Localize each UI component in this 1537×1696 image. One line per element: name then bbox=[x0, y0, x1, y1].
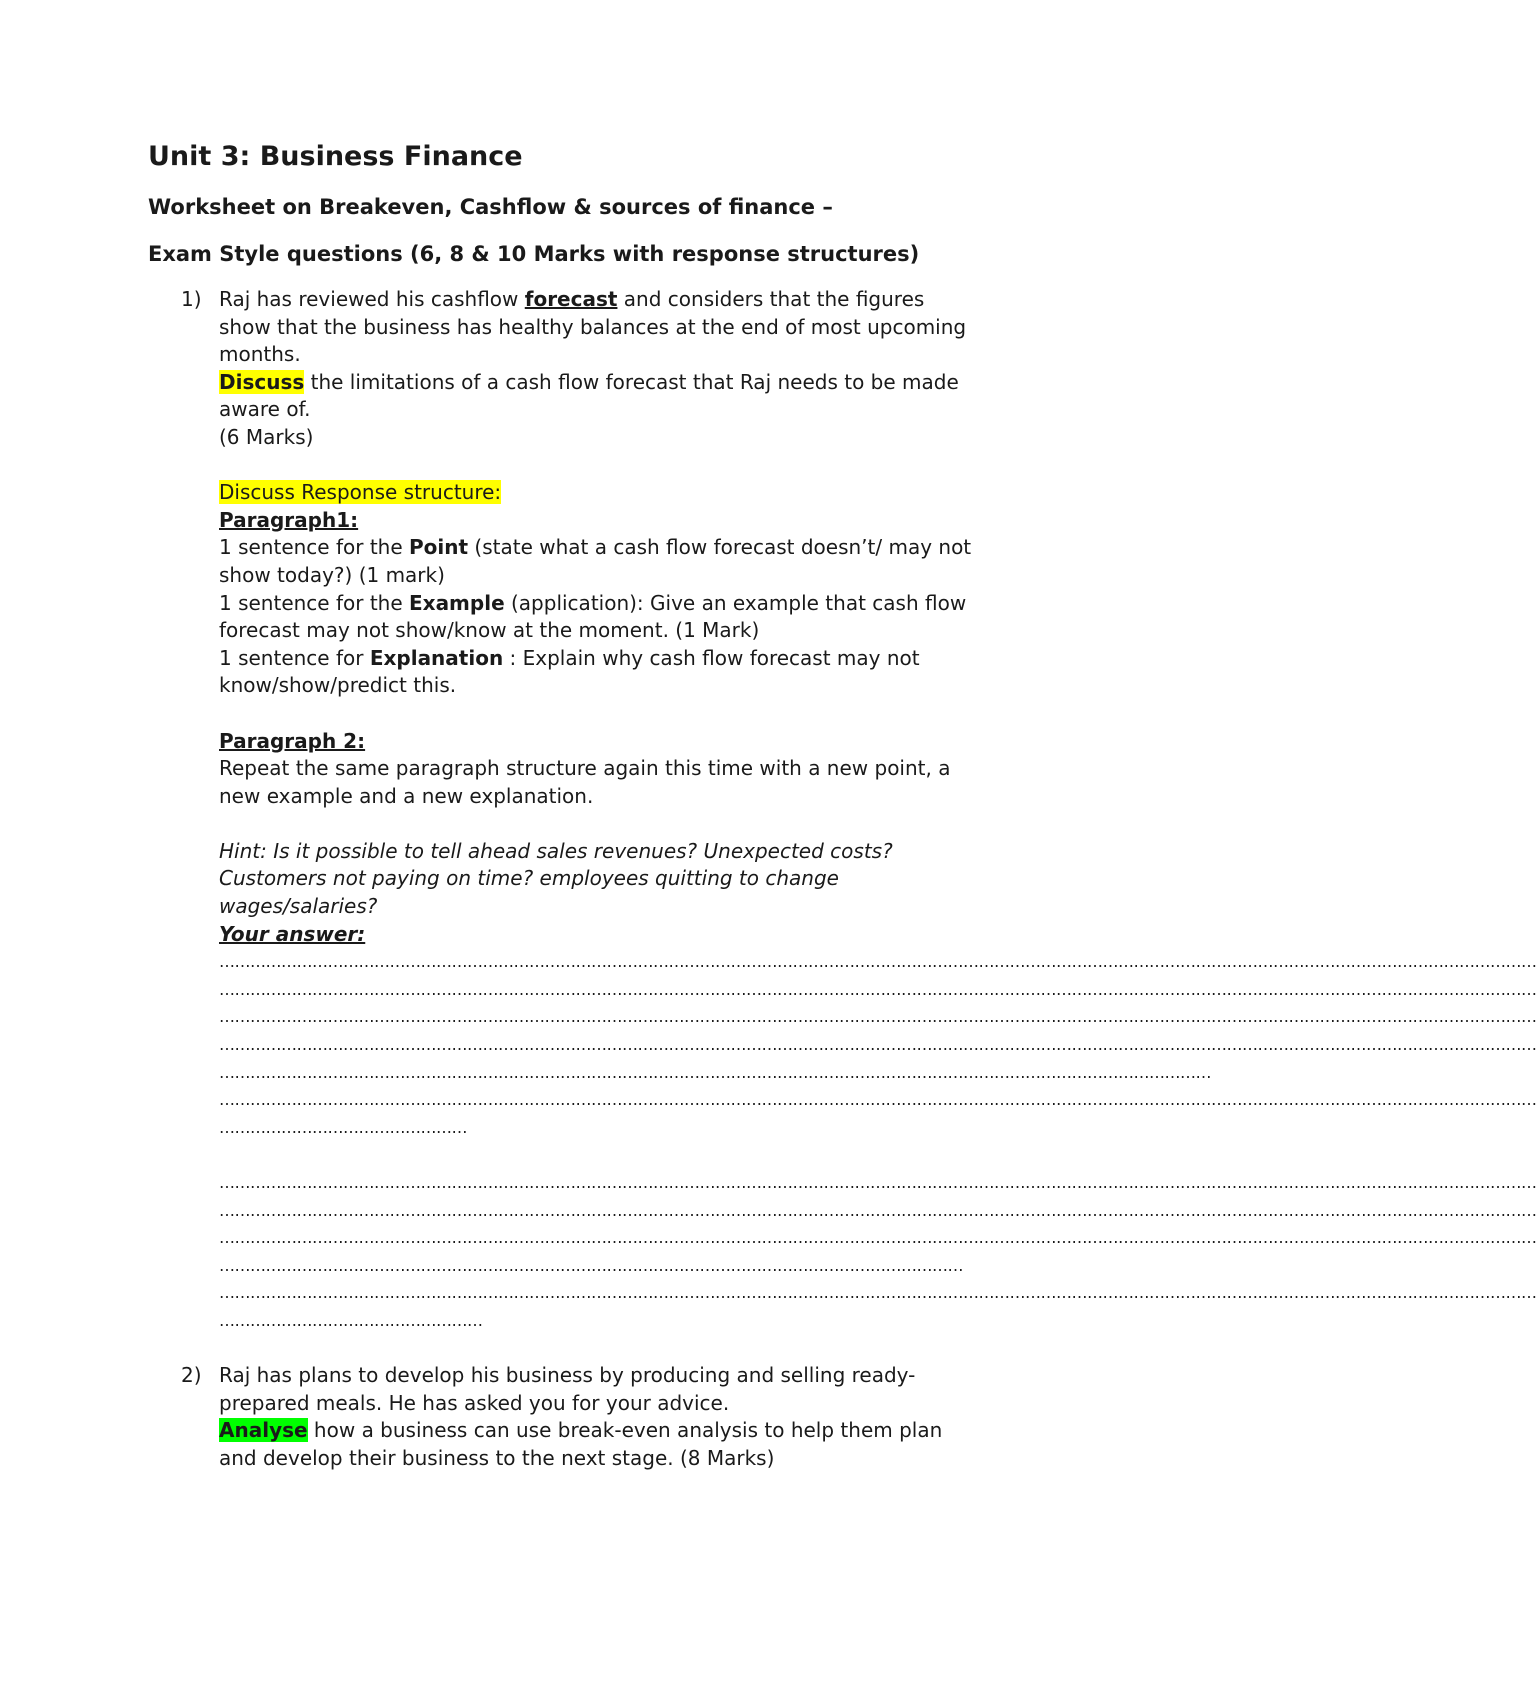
your-answer-label: Your answer: bbox=[219, 921, 366, 946]
q2-line-2: prepared meals. He has asked you for your advice. bbox=[219, 1390, 730, 1415]
hint-line-1: Hint: Is it possible to tell ahead sales revenues? Unexpected costs? bbox=[219, 838, 893, 863]
paragraph-2-heading: Paragraph 2: bbox=[219, 728, 366, 753]
worksheet-title: Worksheet on Breakeven, Cashflow & sources of finance – bbox=[148, 195, 833, 219]
answer-line[interactable]: ………………………………………… bbox=[219, 1117, 467, 1137]
answer-line[interactable]: ……………………………………………………………………………………………………………………………… bbox=[219, 1255, 963, 1275]
point-instruction: 1 sentence for the Point (state what a cash flow forecast doesn’t/ may not bbox=[219, 535, 972, 560]
command-word-analyse: Analyse bbox=[219, 1418, 308, 1443]
point-instruction-cont: show today?) (1 mark) bbox=[219, 562, 445, 587]
answer-line[interactable]: ………………………………………………………………………………………………………………………………………………………………………………………………………………………………… bbox=[219, 979, 1537, 999]
q1-marks: (6 Marks) bbox=[219, 424, 314, 449]
q1-intro-line-2: show that the business has healthy balances at the end of most upcoming bbox=[219, 314, 967, 339]
example-instruction-cont: forecast may not show/know at the moment. (1 Mark) bbox=[219, 618, 760, 643]
q1-task-line-1: Discuss the limitations of a cash flow forecast that Raj needs to be made bbox=[219, 369, 959, 394]
question-1 bbox=[148, 286, 1537, 1335]
hint-line-2: Customers not paying on time? employees quitting to change bbox=[219, 866, 839, 891]
example-instruction: 1 sentence for the Example (application): Give an example that cash flow bbox=[219, 590, 967, 615]
question-number: 1) bbox=[181, 287, 202, 311]
paragraph-2-text-2: new example and a new explanation. bbox=[219, 783, 594, 808]
forecast-keyword: forecast bbox=[524, 287, 618, 311]
unit-title: Unit 3: Business Finance bbox=[148, 141, 523, 172]
answer-line[interactable]: ………………………………………………………………………………………………………………………………………………………………………… bbox=[219, 1062, 1211, 1082]
hint-line-3: wages/salaries? bbox=[219, 894, 378, 919]
answer-line[interactable]: ………………………………………………………………………………………………………………………………………………………………………………………………………………………………… bbox=[219, 1090, 1537, 1110]
explanation-instruction: 1 sentence for Explanation : Explain why cash flow forecast may not bbox=[219, 645, 920, 670]
paragraph-1-heading: Paragraph1: bbox=[219, 507, 359, 532]
q2-line-1: Raj has plans to develop his business by producing and selling ready- bbox=[219, 1363, 916, 1388]
question-2 bbox=[148, 1362, 1068, 1472]
answer-line[interactable]: ………………………………………………………………………………………………………………………………………………………………………………………………………………………………… bbox=[219, 1200, 1537, 1220]
q1-intro-line-1: Raj has reviewed his cashflow forecast and considers that the figures bbox=[219, 287, 925, 311]
q1-task-line-2: aware of. bbox=[219, 397, 311, 422]
explanation-instruction-cont: know/show/predict this. bbox=[219, 673, 457, 698]
exam-title: Exam Style questions (6, 8 & 10 Marks with response structures) bbox=[148, 242, 920, 266]
answer-line[interactable]: ………………………………………………………………………………………………………………………………………………………………………………………………………………………………… bbox=[219, 1035, 1537, 1055]
answer-line[interactable]: ………………………………………………………………………………………………………………………………………………………………………………………………………………………………… bbox=[219, 1173, 1537, 1192]
answer-line[interactable]: ………………………………………………………………………………………………………………………………………………………………………………………………………………………………… bbox=[219, 952, 1537, 972]
paragraph-2-text-1: Repeat the same paragraph structure again this time with a new point, a bbox=[219, 756, 951, 781]
question-number: 2) bbox=[181, 1363, 202, 1388]
answer-line[interactable]: ………………………………………………………………………………………………………………………………………………………………………………………………………………………………… bbox=[219, 1283, 1537, 1303]
answer-line[interactable]: ………………………………………………………………………………………………………………………………………………………………………………………………………………………………… bbox=[219, 1007, 1537, 1027]
answer-line[interactable]: ………………………………………………………………………………………………………………………………………………………………………………………………………………………………… bbox=[219, 1228, 1537, 1248]
q1-intro-line-3: months. bbox=[219, 342, 301, 367]
command-word-discuss: Discuss bbox=[219, 369, 305, 394]
q2-task-line-2: and develop their business to the next stage. (8 Marks) bbox=[219, 1445, 775, 1470]
answer-line[interactable]: …………………………………………… bbox=[219, 1310, 483, 1330]
response-structure-heading: Discuss Response structure: bbox=[219, 480, 502, 505]
q2-task-line-1: Analyse how a business can use break-even analysis to help them plan bbox=[219, 1418, 943, 1443]
worksheet-page bbox=[148, 140, 1537, 1473]
